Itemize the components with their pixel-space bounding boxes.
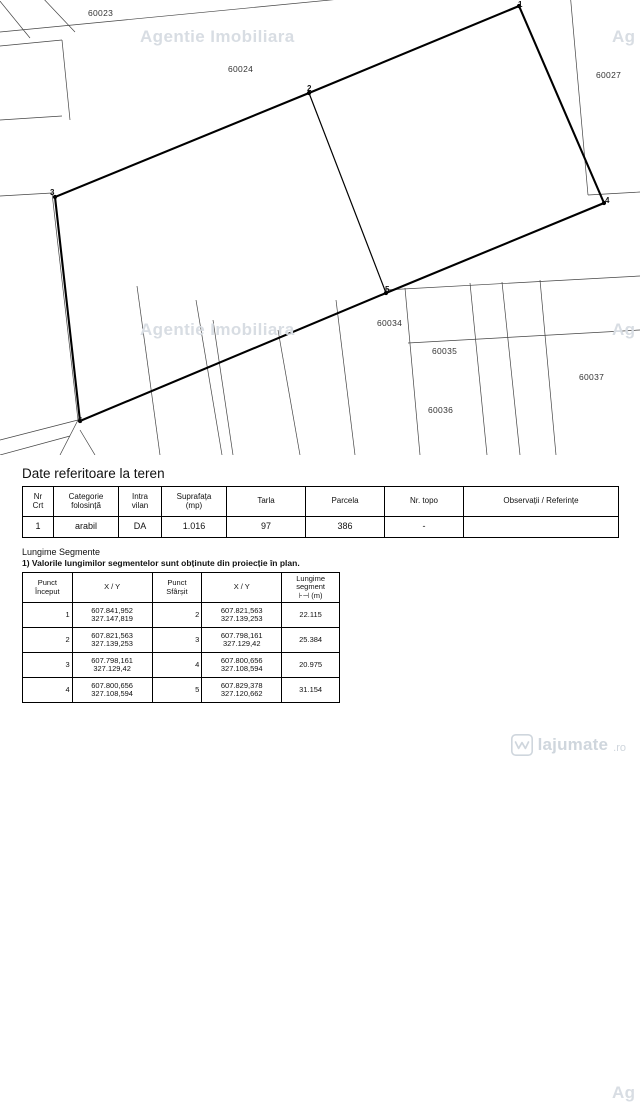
watermark-agency: Agentie Imobiliara — [140, 27, 295, 46]
cell-lungime: 31.154 — [282, 678, 340, 703]
cell-xy-end: 607.829,378 327.120,662 — [202, 678, 282, 703]
cell-categorie: arabil — [54, 517, 119, 538]
table-row — [23, 653, 340, 678]
cell-punct-inceput: 2 — [23, 628, 73, 653]
cell-lungime: 20.975 — [282, 653, 340, 678]
cell-xy-start: 607.841,952 327.147,819 — [72, 603, 152, 628]
vertex-label-3: 3 — [50, 188, 55, 197]
cell-punct-sfarsit: 3 — [152, 628, 202, 653]
cell-xy-start: 607.800,656 327.108,594 — [72, 678, 152, 703]
col-header-suprafata: Suprafața (mp) — [162, 487, 227, 517]
cell-observatii — [464, 517, 619, 538]
table-row — [23, 603, 340, 628]
cell-lungime: 22.115 — [282, 603, 340, 628]
segments-note: 1) Valorile lungimilor segmentelor sunt obținute din proiecție în plan. — [22, 558, 300, 568]
col-header-observatii: Observații / Referințe — [464, 487, 619, 517]
col-header-punct-inceput: Punct Început — [23, 573, 73, 603]
cell-punct-inceput: 4 — [23, 678, 73, 703]
cell-tarla: 97 — [227, 517, 306, 538]
col-header-nr-topo: Nr. topo — [385, 487, 464, 517]
logo-text: lajumate — [537, 735, 609, 754]
cell-parcela: 386 — [306, 517, 385, 538]
cell-xy-end: 607.800,656 327.108,594 — [202, 653, 282, 678]
parcel-label-60027: 60027 — [596, 70, 622, 80]
lajumate-mark-icon — [511, 734, 533, 756]
cell-nr-topo: - — [385, 517, 464, 538]
vertex-label-2: 2 — [307, 84, 312, 93]
table-header-row — [23, 573, 340, 603]
cell-punct-inceput: 1 — [23, 603, 73, 628]
col-header-nr-crt: Nr Crt — [23, 487, 54, 517]
parcel-label-60023: 60023 — [88, 8, 114, 18]
table-header-row — [23, 487, 619, 517]
col-header-intravilan: Intra vilan — [119, 487, 162, 517]
parcel-label-60036: 60036 — [428, 405, 454, 415]
parcel-label-60034: 60034 — [377, 318, 403, 328]
col-header-categorie: Categorie folosință — [54, 487, 119, 517]
land-section-title: Date referitoare la teren — [22, 466, 165, 481]
cell-punct-sfarsit: 5 — [152, 678, 202, 703]
table-row — [23, 628, 340, 653]
plan-drawing — [0, 0, 640, 455]
col-header-xy-end: X / Y — [202, 573, 282, 603]
cadastral-plan — [0, 0, 640, 456]
cell-xy-start: 607.798,161 327.129,42 — [72, 653, 152, 678]
parcel-label-60035: 60035 — [432, 346, 458, 356]
cell-suprafata: 1.016 — [162, 517, 227, 538]
col-header-tarla: Tarla — [227, 487, 306, 517]
vertex-label-5: 5 — [385, 285, 390, 294]
cell-nr-crt: 1 — [23, 517, 54, 538]
site-logo — [511, 734, 626, 756]
table-row — [23, 678, 340, 703]
col-header-parcela: Parcela — [306, 487, 385, 517]
table-row — [23, 517, 619, 538]
cell-punct-inceput: 3 — [23, 653, 73, 678]
cell-xy-start: 607.821,563 327.139,253 — [72, 628, 152, 653]
col-header-punct-sfarsit: Punct Sfârșit — [152, 573, 202, 603]
cell-xy-end: 607.798,161 327.129,42 — [202, 628, 282, 653]
vertex-label-1: 1 — [518, 0, 523, 9]
cell-punct-sfarsit: 4 — [152, 653, 202, 678]
watermark-agency-partial-3: Ag — [612, 1083, 636, 1102]
cell-xy-end: 607.821,563 327.139,253 — [202, 603, 282, 628]
cell-lungime: 25.384 — [282, 628, 340, 653]
vertex-label-6: 6 — [78, 416, 83, 425]
vertex-label-4: 4 — [605, 196, 610, 205]
col-header-lungime-segment: Lungime segment ⊦⊣ (m) — [282, 573, 340, 603]
parcel-label-60037: 60037 — [579, 372, 605, 382]
watermark-agency-2: Agentie Imobiliara — [140, 320, 295, 339]
segments-section-title: Lungime Segmente — [22, 547, 101, 557]
parcel-label-60024: 60024 — [228, 64, 254, 74]
land-data-table — [22, 486, 619, 538]
watermark-agency-partial-2: Ag — [612, 320, 636, 339]
watermark-agency-partial-1: Ag — [612, 27, 636, 46]
cell-intravilan: DA — [119, 517, 162, 538]
cell-punct-sfarsit: 2 — [152, 603, 202, 628]
logo-tld: .ro — [613, 742, 626, 754]
col-header-xy-start: X / Y — [72, 573, 152, 603]
segment-lengths-table — [22, 572, 340, 703]
